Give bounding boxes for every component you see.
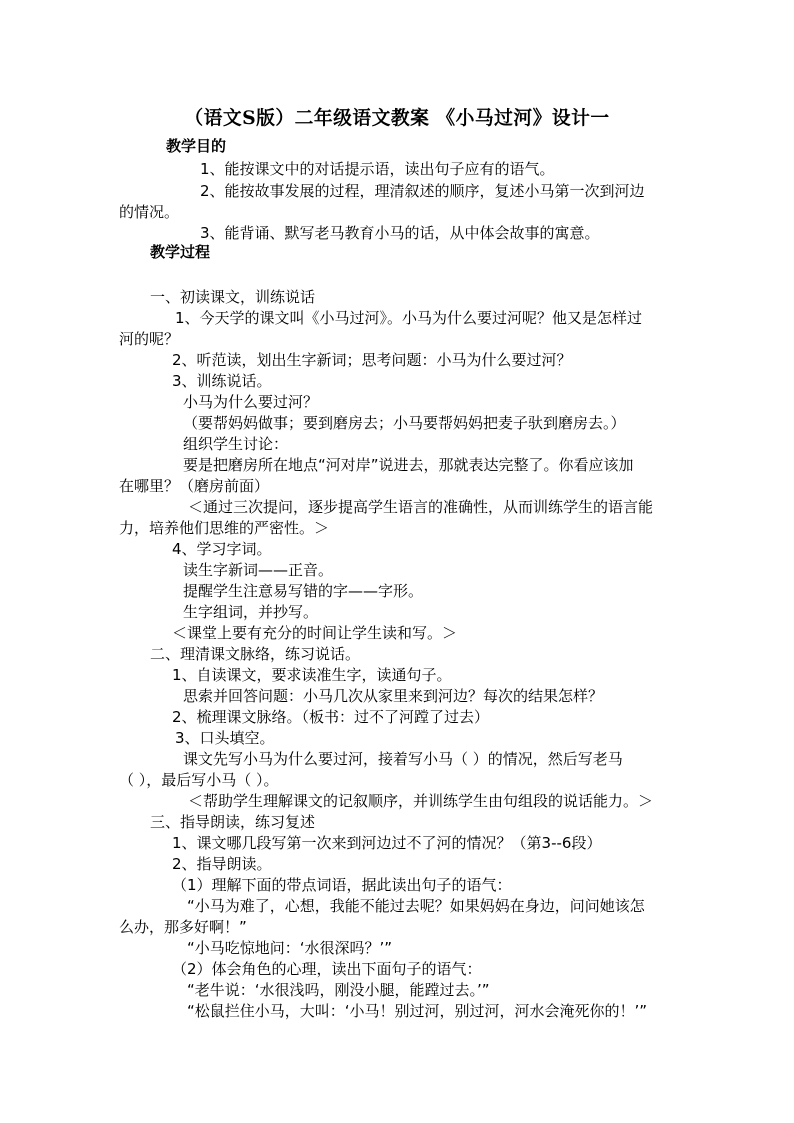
section-1-heading: 一、初读课文，训练说话 [150, 288, 316, 306]
section-1-step-2: 2、听范读，划出生字新词；思考问题：小马为什么要过河？ [172, 351, 572, 369]
section-3-quote-1-cont: 么办，那多好啊！” [119, 918, 247, 936]
section-1-discussion: 组织学生讨论： [183, 435, 289, 453]
section-1-question: 小马为什么要过河？ [183, 393, 319, 411]
section-1-step-4-note: ＜课堂上要有充分的时间让学生读和写。＞ [172, 624, 458, 642]
section-1-step-1: 1、今天学的课文叫《小马过河》。小马为什么要过河呢？他又是怎样过 [175, 309, 643, 327]
section-1-step-4-b: 提醒学生注意易写错的字——字形。 [183, 582, 424, 600]
section-1-step-4-a: 读生字新词——正音。 [183, 561, 334, 579]
objective-item-2-cont: 的情况。 [119, 203, 180, 221]
section-3-quote-1: “小马为难了，心想，我能不能过去呢？如果妈妈在身边，问问她该怎 [187, 897, 645, 915]
section-2-fill-blank: 课文先写小马为什么要过河，接着写小马（ ）的情况，然后写老马 [183, 750, 623, 768]
section-2-step-1: 1、自读课文，要求读准生字，读通句子。 [172, 666, 452, 684]
section-1-step-1-cont: 河的呢？ [119, 330, 180, 348]
objective-item-2: 2、能按故事发展的过程，理清叙述的顺序，复述小马第一次到河边 [200, 182, 645, 200]
section-3-quote-2: “小马吃惊地问：‘水很深吗？’” [187, 939, 393, 957]
section-1-prompt: 要是把磨房所在地点“河对岸”说进去，那就表达完整了。你看应该加 [183, 456, 634, 474]
section-2-fill-blank-cont: （ ），最后写小马（ ）。 [119, 771, 279, 789]
section-3-step-2: 2、指导朗读。 [172, 855, 272, 873]
objective-item-3: 3、能背诵、默写老马教育小马的话，从中体会故事的寓意。 [200, 224, 600, 242]
section-3-sub-1: （1）理解下面的带点词语，据此读出句子的语气： [172, 876, 512, 894]
section-1-answer: （要帮妈妈做事；要到磨房去；小马要帮妈妈把麦子驮到磨房去。） [183, 414, 626, 432]
section-1-step-4-c: 生字组词，并抄写。 [183, 603, 319, 621]
section-3-sub-2: （2）体会角色的心理，读出下面句子的语气： [172, 960, 482, 978]
section-1-step-4: 4、学习字词。 [172, 540, 272, 558]
section-1-note: ＜通过三次提问，逐步提高学生语言的准确性，从而训练学生的语言能 [188, 498, 654, 516]
section-3-heading: 三、指导朗读，练习复述 [150, 813, 316, 831]
section-2-note: ＜帮助学生理解课文的记叙顺序，并训练学生由句组段的说话能力。＞ [188, 792, 654, 810]
section-3-quote-3: “老牛说：‘水很浅吗，刚没小腿，能蹚过去。’” [187, 981, 490, 999]
process-heading: 教学过程 [150, 243, 211, 261]
section-2-step-2: 2、梳理课文脉络。（板书：过不了河蹚了过去） [172, 708, 490, 726]
section-1-prompt-cont: 在哪里？（磨房前面） [119, 477, 270, 495]
section-2-question: 思索并回答问题：小马几次从家里来到河边？每次的结果怎样？ [183, 687, 604, 705]
section-1-step-3: 3、训练说话。 [172, 372, 272, 390]
section-3-quote-4: “松鼠拦住小马，大叫：‘小马！别过河，别过河，河水会淹死你的！’” [187, 1002, 648, 1020]
document-title: （语文S版）二年级语文教案 《小马过河》设计一 [184, 107, 610, 129]
section-2-heading: 二、理清课文脉络，练习说话。 [150, 645, 361, 663]
section-2-step-3: 3、口头填空。 [175, 729, 275, 747]
objectives-heading: 教学目的 [166, 137, 227, 155]
section-1-note-cont: 力，培养他们思维的严密性。＞ [119, 519, 330, 537]
objective-item-1: 1、能按课文中的对话提示语，读出句子应有的语气。 [200, 160, 555, 178]
section-3-step-1: 1、课文哪几段写第一次来到河边过不了河的情况？（第3--6段） [172, 834, 602, 852]
